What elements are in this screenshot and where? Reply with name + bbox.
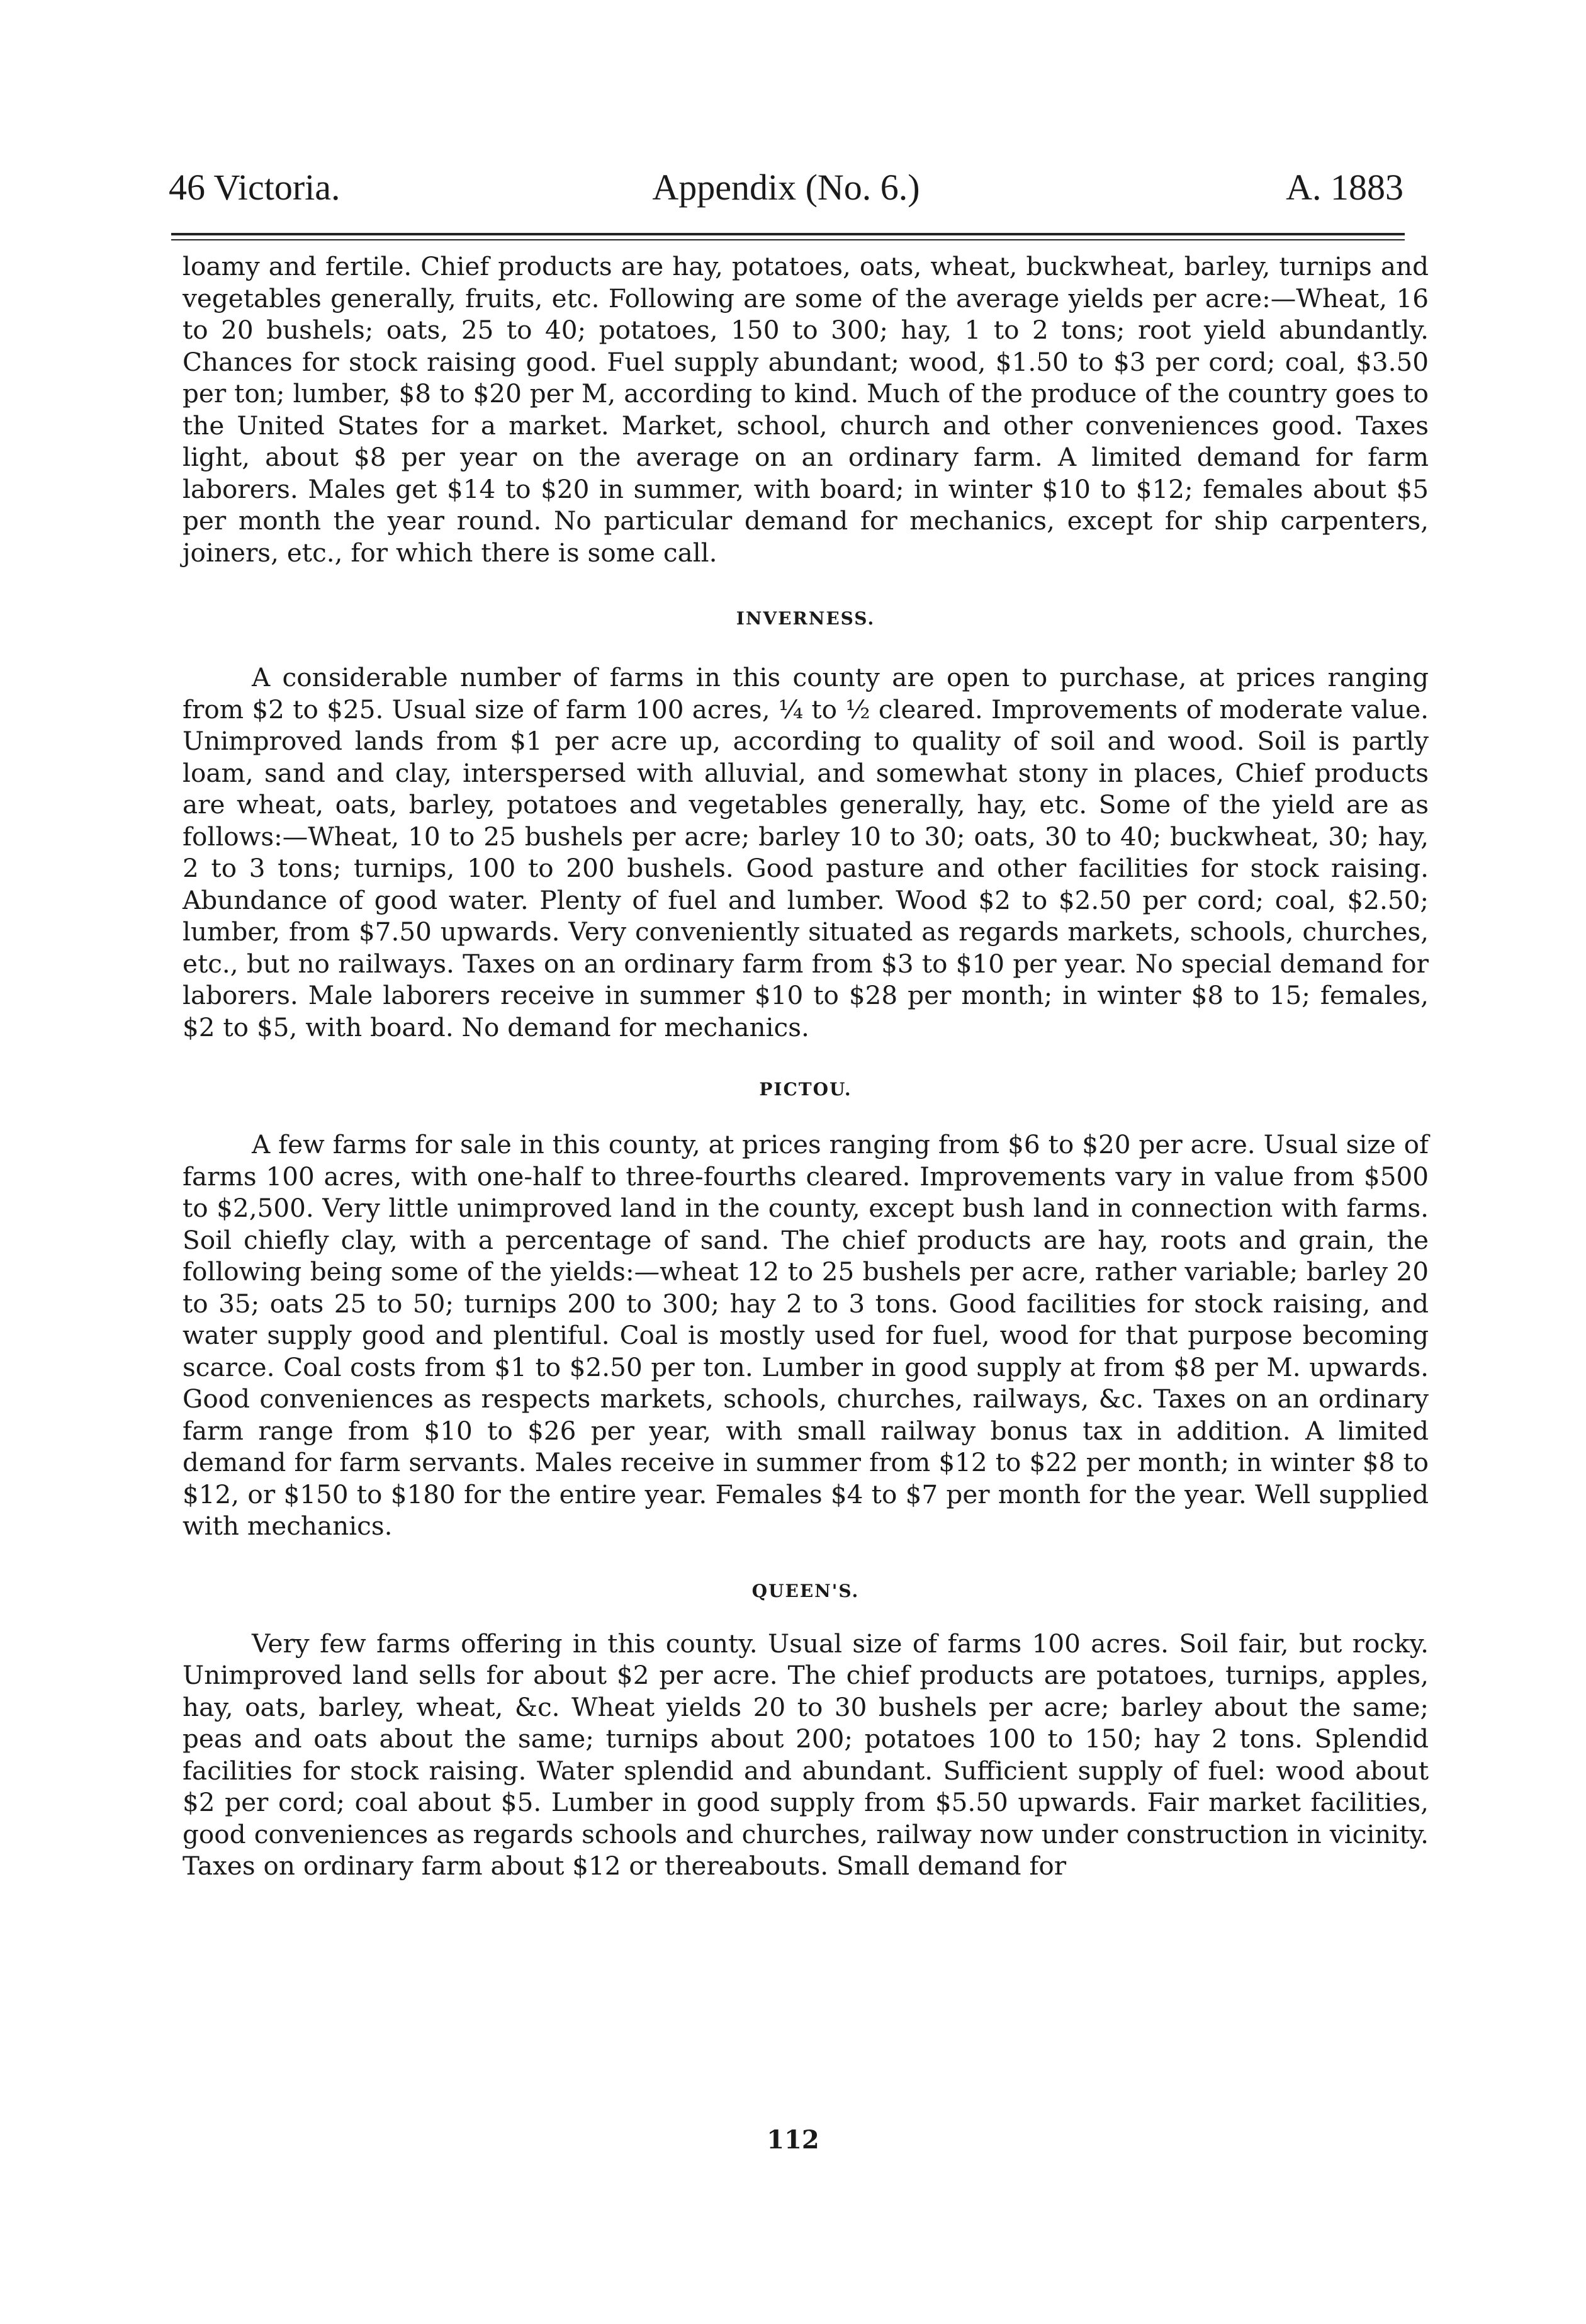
page-number: 112: [767, 2125, 819, 2155]
header-year: A. 1883: [1286, 167, 1403, 208]
section-text-inverness: A considerable number of farms in this county are open to purchase, at prices ranging from $2 to $25. Usual size of farm 100 acres, ¼ to ½ cleared. Improvements of moderate value. Unimproved lands from $1 per acre up, according to quality of soil and wood. Soil is partly loam, sand and clay, interspersed with alluvial, and somewhat stony in places, Chief products are wheat, oats, barley, potatoes and vegetables generally, hay, etc. Some of the yield are as follows:—Wheat, 10 to 25 bushels per acre; barley 10 to 30; oats, 30 to 40; buckwheat, 30; hay, 2 to 3 tons; turnips, 100 to 200 bushels. Good pasture and other facilities for stock raising. Abundance of good water. Plenty of fuel and lumber. Wood $2 to $2.50 per cord; coal, $2.50; lumber, from $7.50 upwards. Very conveniently situated as regards markets, schools, churches, etc., but no railways. Taxes on an ordinary farm from $3 to $10 per year. No special demand for laborers. Male laborers receive in summer $10 to $28 per month; in winter $8 to 15; females, $2 to $5, with board. No demand for mechanics.: [183, 662, 1429, 1042]
opening-paragraph: loamy and fertile. Chief products are hay, potatoes, oats, wheat, buckwheat, barley, turnips and vegetables generally, fruits, etc. Following are some of the average yields per acre:—Wheat, 16 to 20 bushels; oats, 25 to 40; potatoes, 150 to 300; hay, 1 to 2 tons; root yield abundantly. Chances for stock raising good. Fuel supply abundant; wood, $1.50 to $3 per cord; coal, $3.50 per ton; lumber, $8 to $20 per M, according to kind. Much of the produce of the country goes to the United States for a market. Market, school, church and other conveniences good. Taxes light, about $8 per year on the average on an ordinary farm. A limited demand for farm laborers. Males get $14 to $20 in summer, with board; in winter $10 to $12; females about $5 per month the year round. No particular demand for mechanics, except for ship carpenters, joiners, etc., for which there is some call.: [183, 251, 1429, 568]
header-rule-thin: [171, 239, 1405, 240]
section-title-pictou: PICTOU.: [759, 1079, 852, 1100]
section-text-pictou: A few farms for sale in this county, at prices ranging from $6 to $20 per acre. Usual size of farms 100 acres, with one-half to three-fourths cleared. Improvements vary in value from $500 to $2,500. Very little unimproved land in the county, except bush land in connection with farms. Soil chiefly clay, with a percentage of sand. The chief products are hay, roots and grain, the following being some of the yields:—wheat 12 to 25 bushels per acre, rather variable; barley 20 to 35; oats 25 to 50; turnips 200 to 300; hay 2 to 3 tons. Good facilities for stock raising, and water supply good and plentiful. Coal is mostly used for fuel, wood for that purpose becoming scarce. Coal costs from $1 to $2.50 per ton. Lumber in good supply at from $8 per M. upwards. Good conveniences as respects markets, schools, churches, railways, &c. Taxes on an ordinary farm range from $10 to $26 per year, with small railway bonus tax in addition. A limited demand for farm servants. Males receive in summer from $12 to $22 per month; in winter $8 to $12, or $150 to $180 for the entire year. Females $4 to $7 per month for the year. Well supplied with mechanics.: [183, 1129, 1429, 1541]
header-appendix: Appendix (No. 6.): [652, 167, 920, 208]
section-title-queens: QUEEN'S.: [751, 1580, 860, 1601]
section-title-inverness: INVERNESS.: [736, 608, 875, 629]
header-session: 46 Victoria.: [169, 167, 340, 208]
header-rule-thick: [171, 233, 1405, 235]
section-text-queens: Very few farms offering in this county. Usual size of farms 100 acres. Soil fair, but rocky. Unimproved land sells for about $2 per acre. The chief products are potatoes, turnips, apples, hay, oats, barley, wheat, &c. Wheat yields 20 to 30 bushels per acre; barley about the same; peas and oats about the same; turnips about 200; potatoes 100 to 150; hay 2 tons. Splendid facilities for stock raising. Water splendid and abundant. Sufficient supply of fuel: wood about $2 per cord; coal about $5. Lumber in good supply from $5.50 upwards. Fair market facilities, good conveniences as regards schools and churches, railway now under construction in vicinity. Taxes on ordinary farm about $12 or thereabouts. Small demand for: [183, 1628, 1429, 1881]
page-header: [169, 162, 1403, 213]
page-body: [183, 251, 1429, 1882]
